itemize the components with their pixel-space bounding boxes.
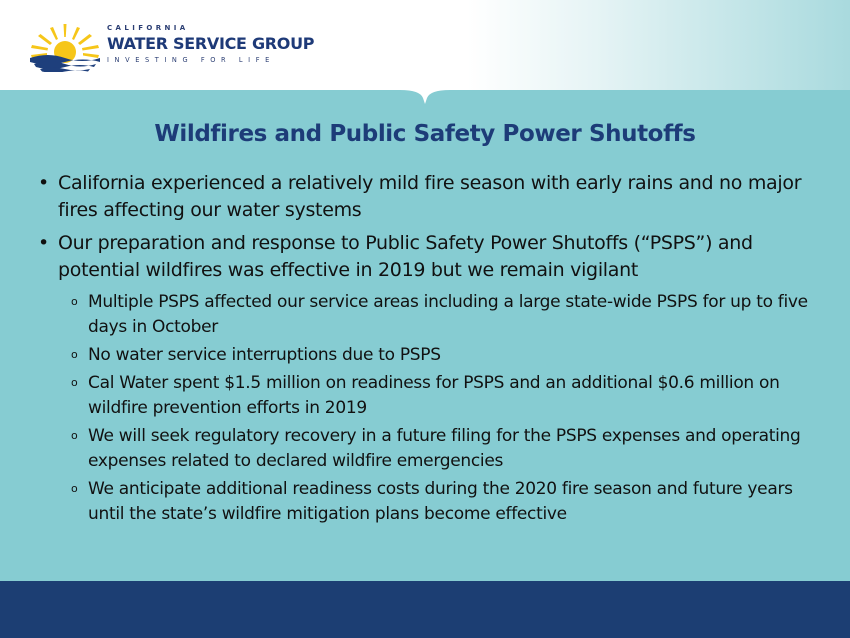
footer-band [0,581,850,638]
sub-bullet-text: We anticipate additional readiness costs during the 2020 fire season and future years until the state’s wildfire mitigation plans become effective [88,479,793,524]
logo-wordmark [107,24,314,65]
header-notch [400,84,450,108]
sub-bullet-text: We will seek regulatory recovery in a future filing for the PSPS expenses and operating expenses related to declared wildfire emergencies [88,426,801,471]
logo-tagline: INVESTING FOR LIFE [107,56,275,64]
sub-bullet-glyph: o [71,482,78,495]
sub-bullet-glyph: o [71,348,78,361]
sub-bullet-item [38,477,818,527]
bullet-item [38,230,818,284]
header-band [0,0,850,90]
sub-bullet-item [38,371,818,421]
bullet-list [38,170,818,530]
sub-bullet-text: No water service interruptions due to PSPS [88,345,441,365]
bullet-text: California experienced a relatively mild fire season with early rains and no major fires affecting our water systems [58,172,802,221]
bullet-glyph: • [38,172,49,194]
sub-bullet-text: Cal Water spent $1.5 million on readiness for PSPS and an additional $0.6 million on wildfire prevention efforts in 2019 [88,373,780,418]
logo-main-text: WATER SERVICE GROUP [107,34,315,53]
bullet-item [38,170,818,224]
sub-bullet-text: Multiple PSPS affected our service areas including a large state-wide PSPS for up to five days in October [88,292,808,337]
sun-wave-logo-icon [28,22,102,72]
bullet-glyph: • [38,232,49,254]
sub-bullet-item [38,343,818,368]
sub-bullet-item [38,290,818,340]
slide-title: Wildfires and Public Safety Power Shutoffs [154,121,696,147]
bullet-text: Our preparation and response to Public Safety Power Shutoffs (“PSPS”) and potential wildfires was effective in 2019 but we remain vigilant [58,232,753,281]
sub-bullet-glyph: o [71,429,78,442]
logo-top-text: CALIFORNIA [107,24,189,32]
sub-bullet-glyph: o [71,295,78,308]
sub-bullet-item [38,424,818,474]
sub-bullet-glyph: o [71,376,78,389]
